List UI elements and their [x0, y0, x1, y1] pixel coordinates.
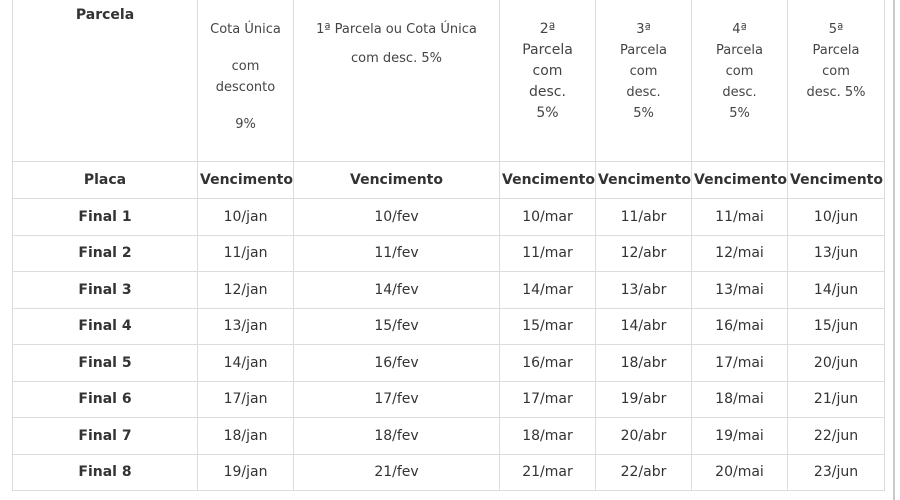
header-parcela-label: Parcela: [75, 7, 135, 23]
due-date-cell: 21/jun: [788, 381, 885, 418]
subheader-vencimento: Vencimento: [596, 162, 692, 199]
due-date-cell: 19/abr: [596, 381, 692, 418]
due-date-cell: 16/mai: [692, 308, 788, 345]
plate-final-cell: Final 2: [13, 235, 198, 272]
due-date-cell: 22/jun: [788, 418, 885, 455]
due-date-cell: 11/mai: [692, 199, 788, 236]
subheader-vencimento: Vencimento: [788, 162, 885, 199]
header-cota-unica-cell: [198, 0, 294, 162]
due-date-cell: 12/mai: [692, 235, 788, 272]
header-parcela-1-title: 1ª Parcela ou Cota Única: [316, 22, 477, 37]
due-date-cell: 18/mai: [692, 381, 788, 418]
table-row: [13, 345, 885, 382]
plate-final-cell: Final 7: [13, 418, 198, 455]
due-date-cell: 22/abr: [596, 454, 692, 491]
due-date-cell: 18/fev: [294, 418, 500, 455]
table-row: [13, 418, 885, 455]
due-date-cell: 17/fev: [294, 381, 500, 418]
due-date-cell: 11/jan: [198, 235, 294, 272]
due-date-cell: 10/mar: [500, 199, 596, 236]
header-parcela-4-cell: [692, 0, 788, 162]
header-parcela-1-cell: [294, 0, 500, 162]
header-cota-unica-title: Cota Única: [210, 22, 281, 37]
due-date-cell: 17/jan: [198, 381, 294, 418]
header-parcela-4-text: 4ª Parcela com desc. 5%: [715, 22, 763, 121]
due-date-cell: 16/mar: [500, 345, 596, 382]
due-date-cell: 10/jun: [788, 199, 885, 236]
due-date-cell: 12/abr: [596, 235, 692, 272]
payment-schedule-table: [12, 0, 885, 491]
due-date-cell: 17/mai: [692, 345, 788, 382]
header-parcela-1-desc: com desc. 5%: [351, 51, 442, 66]
table-row: [13, 308, 885, 345]
due-date-cell: 18/jan: [198, 418, 294, 455]
due-date-cell: 17/mar: [500, 381, 596, 418]
due-date-cell: 14/jun: [788, 272, 885, 309]
plate-final-cell: Final 4: [13, 308, 198, 345]
due-date-cell: 20/abr: [596, 418, 692, 455]
due-date-cell: 14/abr: [596, 308, 692, 345]
due-date-cell: 13/jan: [198, 308, 294, 345]
subheader-vencimento: Vencimento: [500, 162, 596, 199]
due-date-cell: 20/jun: [788, 345, 885, 382]
subheader-vencimento: Vencimento: [294, 162, 500, 199]
header-cota-unica-pct: 9%: [235, 117, 256, 132]
due-date-cell: 13/abr: [596, 272, 692, 309]
due-date-cell: 13/jun: [788, 235, 885, 272]
due-date-cell: 10/fev: [294, 199, 500, 236]
due-date-cell: 12/jan: [198, 272, 294, 309]
due-date-cell: 23/jun: [788, 454, 885, 491]
due-date-cell: 19/jan: [198, 454, 294, 491]
due-date-cell: 21/mar: [500, 454, 596, 491]
due-date-cell: 15/jun: [788, 308, 885, 345]
plate-final-cell: Final 3: [13, 272, 198, 309]
due-date-cell: 20/mai: [692, 454, 788, 491]
due-date-cell: 14/mar: [500, 272, 596, 309]
table-subheader-row: [13, 162, 885, 199]
plate-final-cell: Final 1: [13, 199, 198, 236]
header-parcela-5-cell: [788, 0, 885, 162]
due-date-cell: 11/fev: [294, 235, 500, 272]
header-parcela-2-text: 2ª Parcela com desc. 5%: [522, 21, 573, 121]
subheader-vencimento: Vencimento: [198, 162, 294, 199]
header-parcela-3-text: 3ª Parcela com desc. 5%: [619, 22, 667, 121]
header-parcela-cell: [13, 0, 198, 162]
plate-final-cell: Final 6: [13, 381, 198, 418]
header-parcela-2-cell: [500, 0, 596, 162]
header-parcela-5-text: 5ª Parcela com desc. 5%: [806, 22, 866, 100]
table-row: [13, 381, 885, 418]
subheader-placa: Placa: [13, 162, 198, 199]
page-right-border: [893, 0, 895, 500]
due-date-cell: 14/fev: [294, 272, 500, 309]
due-date-cell: 14/jan: [198, 345, 294, 382]
table-row: [13, 454, 885, 491]
due-date-cell: 11/mar: [500, 235, 596, 272]
due-date-cell: 15/fev: [294, 308, 500, 345]
due-date-cell: 16/fev: [294, 345, 500, 382]
plate-final-cell: Final 5: [13, 345, 198, 382]
header-parcela-3-cell: [596, 0, 692, 162]
table-row: [13, 272, 885, 309]
due-date-cell: 10/jan: [198, 199, 294, 236]
subheader-vencimento: Vencimento: [692, 162, 788, 199]
due-date-cell: 21/fev: [294, 454, 500, 491]
table-header-row: [13, 0, 885, 162]
table-row: [13, 235, 885, 272]
due-date-cell: 13/mai: [692, 272, 788, 309]
due-date-cell: 18/abr: [596, 345, 692, 382]
plate-final-cell: Final 8: [13, 454, 198, 491]
due-date-cell: 19/mai: [692, 418, 788, 455]
due-date-cell: 15/mar: [500, 308, 596, 345]
table-row: [13, 199, 885, 236]
due-date-cell: 11/abr: [596, 199, 692, 236]
due-date-cell: 18/mar: [500, 418, 596, 455]
header-cota-unica-desc: com desconto: [215, 59, 276, 95]
